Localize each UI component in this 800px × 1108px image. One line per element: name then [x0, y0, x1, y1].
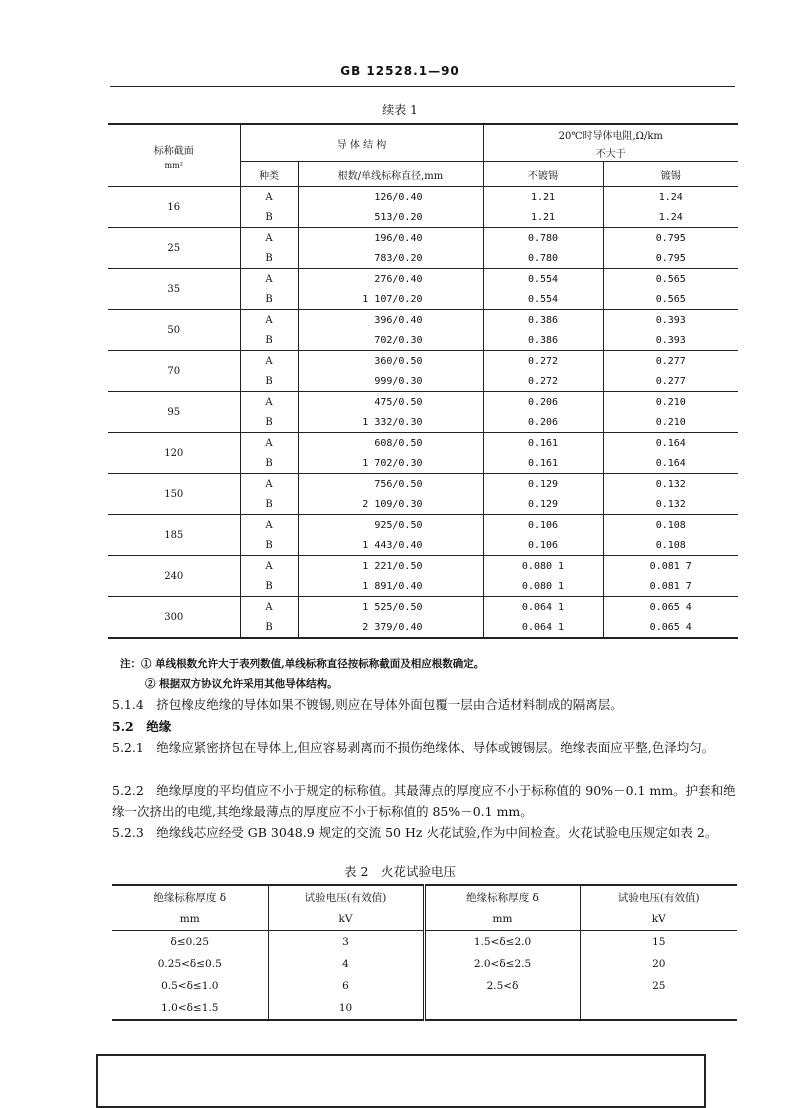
cell-count-diam: 276/0.40 [298, 269, 483, 290]
header-tinned: 镀锡 [603, 162, 738, 187]
cell-count-diam: 1 443/0.40 [298, 535, 483, 556]
cell-plain: 0.554 [483, 269, 603, 290]
cell-type: B [240, 412, 298, 433]
cell-voltage: 25 [652, 980, 666, 992]
header-section-label: 标称截面 [153, 145, 194, 157]
table-row [108, 597, 738, 618]
cell-voltage [580, 997, 737, 1020]
cell-count-diam: 608/0.50 [298, 433, 483, 454]
cell-type: B [240, 207, 298, 228]
t2-h-thickness-l: 绝缘标称厚度 δ [112, 885, 268, 908]
cell-tinned: 1.24 [658, 191, 683, 203]
clause-5-2-3: 5.2.3 绝缘线芯应经受 GB 3048.9 规定的交流 50 Hz 火花试验,作为中间检查。火花试验电压规定如表 2。 [112, 825, 718, 840]
cell-section: 120 [108, 433, 240, 474]
table-row [108, 351, 738, 372]
cell-count-diam: 126/0.40 [298, 187, 483, 208]
cell-count-diam: 396/0.40 [298, 310, 483, 331]
cell-type: A [240, 351, 298, 372]
cell-tinned: 0.164 [655, 437, 686, 449]
cell-section: 70 [108, 351, 240, 392]
cell-count-diam: 702/0.30 [298, 330, 483, 351]
table-row [108, 515, 738, 536]
cell-tinned: 0.081 7 [649, 560, 692, 572]
cell-tinned: 0.108 [655, 519, 686, 531]
cell-count-diam: 1 107/0.20 [298, 289, 483, 310]
cell-section: 150 [108, 474, 240, 515]
cell-section: 300 [108, 597, 240, 639]
cell-type: B [240, 248, 298, 269]
table-row [108, 392, 738, 413]
cell-plain: 1.21 [483, 207, 603, 228]
cell-thickness: 2.0<δ≤2.5 [424, 953, 580, 975]
table-row [108, 474, 738, 495]
footer-box [96, 1054, 706, 1108]
cell-thickness [424, 997, 580, 1020]
cell-plain: 1.21 [483, 187, 603, 208]
header-rule [110, 86, 735, 87]
cell-plain: 0.106 [483, 535, 603, 556]
cell-count-diam: 1 891/0.40 [298, 576, 483, 597]
cell-thickness: 0.25<δ≤0.5 [112, 953, 268, 975]
cell-count-diam: 1 525/0.50 [298, 597, 483, 618]
cell-tinned: 0.210 [603, 412, 738, 433]
cell-tinned: 0.277 [603, 371, 738, 392]
t2-h-unit-kv-l: kV [268, 908, 424, 931]
table-row [108, 310, 738, 331]
cell-type: A [240, 310, 298, 331]
cell-section: 185 [108, 515, 240, 556]
cell-section: 240 [108, 556, 240, 597]
table-row [108, 269, 738, 290]
t2-h-unit-mm-r: mm [424, 908, 580, 931]
cell-section: 50 [108, 310, 240, 351]
cell-tinned: 0.565 [655, 273, 686, 285]
table-row [108, 433, 738, 454]
cell-plain: 0.386 [483, 310, 603, 331]
cell-type: A [240, 228, 298, 249]
cell-type: B [240, 453, 298, 474]
cell-plain: 0.064 1 [483, 597, 603, 618]
cell-plain: 0.554 [483, 289, 603, 310]
clause-5-1-4: 5.1.4 挤包橡皮绝缘的导体如果不镀锡,则应在导体外面包覆一层由合适材料制成的隔离层。 [112, 697, 623, 712]
cell-plain: 0.161 [483, 433, 603, 454]
cell-tinned: 0.393 [603, 330, 738, 351]
cell-thickness: 0.5<δ≤1.0 [112, 975, 268, 997]
table-row [108, 187, 738, 208]
cell-thickness: 1.5<δ≤2.0 [424, 931, 580, 954]
cell-section: 35 [108, 269, 240, 310]
cell-tinned: 0.065 4 [603, 617, 738, 638]
header-resistance-sub: 不大于 [483, 143, 738, 162]
note-1: 注：① 单线根数允许大于表列数值,单线标称直径按标称截面及相应根数确定。 [120, 658, 485, 670]
cell-tinned: 0.795 [603, 248, 738, 269]
cell-tinned: 0.065 4 [649, 601, 692, 613]
cell-tinned: 0.393 [655, 314, 686, 326]
conductor-table [108, 123, 738, 639]
cell-count-diam: 756/0.50 [298, 474, 483, 495]
header-count-diam: 根数/单线标称直径,mm [298, 162, 483, 187]
cell-type: A [240, 474, 298, 495]
cell-plain: 0.386 [483, 330, 603, 351]
cell-count-diam: 2 379/0.40 [298, 617, 483, 638]
cell-plain: 0.206 [483, 412, 603, 433]
cell-type: A [240, 515, 298, 536]
cell-type: A [240, 392, 298, 413]
header-structure: 导 体 结 构 [240, 124, 483, 162]
cell-tinned: 0.210 [655, 396, 686, 408]
cell-plain: 0.064 1 [483, 617, 603, 638]
cell-tinned: 0.164 [603, 453, 738, 474]
cell-type: A [240, 597, 298, 618]
cell-count-diam: 196/0.40 [298, 228, 483, 249]
t2-h-unit-mm-l: mm [112, 908, 268, 931]
cell-count-diam: 783/0.20 [298, 248, 483, 269]
cell-tinned: 0.132 [655, 478, 686, 490]
cell-count-diam: 2 109/0.30 [298, 494, 483, 515]
clause-5-2-1: 5.2.1 绝缘应紧密挤包在导体上,但应容易剥离而不损伤绝缘体、导体或镀锡层。绝缘表面应平整,色泽均匀。 [112, 740, 715, 755]
cell-count-diam: 999/0.30 [298, 371, 483, 392]
cell-type: B [240, 576, 298, 597]
clause-5-2-2: 5.2.2 绝缘厚度的平均值应不小于规定的标称值。其最薄点的厚度应不小于标称值的 90%－0.1 mm。护套和绝缘一次挤出的电缆,其绝缘最薄点的厚度应不小于标称值的 85%－0.1 mm。 [112, 783, 736, 819]
cell-voltage: 20 [652, 958, 666, 970]
cell-count-diam: 513/0.20 [298, 207, 483, 228]
table-row [112, 997, 737, 1020]
cell-tinned: 1.24 [603, 207, 738, 228]
cell-type: B [240, 371, 298, 392]
cell-voltage: 6 [268, 975, 424, 997]
table-row [108, 556, 738, 577]
cell-thickness: 1.0<δ≤1.5 [112, 997, 268, 1020]
t2-h-voltage-l: 试验电压(有效值) [268, 885, 424, 908]
page-header: GB 12528.1—90 [340, 64, 460, 78]
table-notes [120, 654, 484, 694]
cell-count-diam: 1 221/0.50 [298, 556, 483, 577]
cell-voltage: 3 [268, 931, 424, 954]
cell-type: B [240, 535, 298, 556]
header-resistance: 20℃时导体电阻,Ω/km [483, 124, 738, 143]
cell-voltage: 15 [652, 936, 666, 948]
cell-section: 25 [108, 228, 240, 269]
cell-plain: 0.780 [483, 228, 603, 249]
table1-caption: 续表 1 [382, 103, 418, 117]
cell-tinned: 0.565 [603, 289, 738, 310]
cell-count-diam: 1 332/0.30 [298, 412, 483, 433]
cell-tinned: 0.132 [603, 494, 738, 515]
cell-voltage: 10 [268, 997, 424, 1020]
header-section [108, 124, 240, 187]
table-row [112, 953, 737, 975]
t2-h-voltage-r: 试验电压(有效值) [580, 885, 737, 908]
note-2: ② 根据双方协议允许采用其他导体结构。 [145, 678, 338, 690]
cell-type: A [240, 433, 298, 454]
cell-plain: 0.106 [483, 515, 603, 536]
cell-plain: 0.129 [483, 474, 603, 495]
cell-plain: 0.272 [483, 351, 603, 372]
cell-plain: 0.206 [483, 392, 603, 413]
table-row [108, 228, 738, 249]
cell-count-diam: 475/0.50 [298, 392, 483, 413]
cell-section: 95 [108, 392, 240, 433]
cell-type: A [240, 269, 298, 290]
spark-test-table [112, 884, 737, 1021]
cell-tinned: 0.108 [603, 535, 738, 556]
cell-plain: 0.080 1 [483, 556, 603, 577]
cell-type: B [240, 330, 298, 351]
header-section-unit: mm² [164, 160, 183, 170]
cell-tinned: 0.277 [655, 355, 686, 367]
cell-thickness: δ≤0.25 [112, 931, 268, 954]
cell-plain: 0.780 [483, 248, 603, 269]
cell-type: B [240, 494, 298, 515]
cell-plain: 0.272 [483, 371, 603, 392]
cell-plain: 0.129 [483, 494, 603, 515]
t2-h-unit-kv-r: kV [580, 908, 737, 931]
header-type: 种类 [240, 162, 298, 187]
cell-thickness: 2.5<δ [424, 975, 580, 997]
table2-caption: 表 2 火花试验电压 [344, 864, 456, 879]
cell-plain: 0.161 [483, 453, 603, 474]
cell-count-diam: 360/0.50 [298, 351, 483, 372]
cell-type: A [240, 556, 298, 577]
t2-h-thickness-r: 绝缘标称厚度 δ [424, 885, 580, 908]
table-row [112, 975, 737, 997]
cell-plain: 0.080 1 [483, 576, 603, 597]
cell-tinned: 0.081 7 [603, 576, 738, 597]
cell-voltage: 4 [268, 953, 424, 975]
cell-tinned: 0.795 [655, 232, 686, 244]
cell-type: A [240, 187, 298, 208]
table-row [112, 931, 737, 954]
cell-section: 16 [108, 187, 240, 228]
header-plain: 不镀锡 [483, 162, 603, 187]
cell-count-diam: 1 702/0.30 [298, 453, 483, 474]
cell-type: B [240, 617, 298, 638]
cell-count-diam: 925/0.50 [298, 515, 483, 536]
cell-type: B [240, 289, 298, 310]
clause-5-2: 5.2 绝缘 [112, 719, 172, 734]
